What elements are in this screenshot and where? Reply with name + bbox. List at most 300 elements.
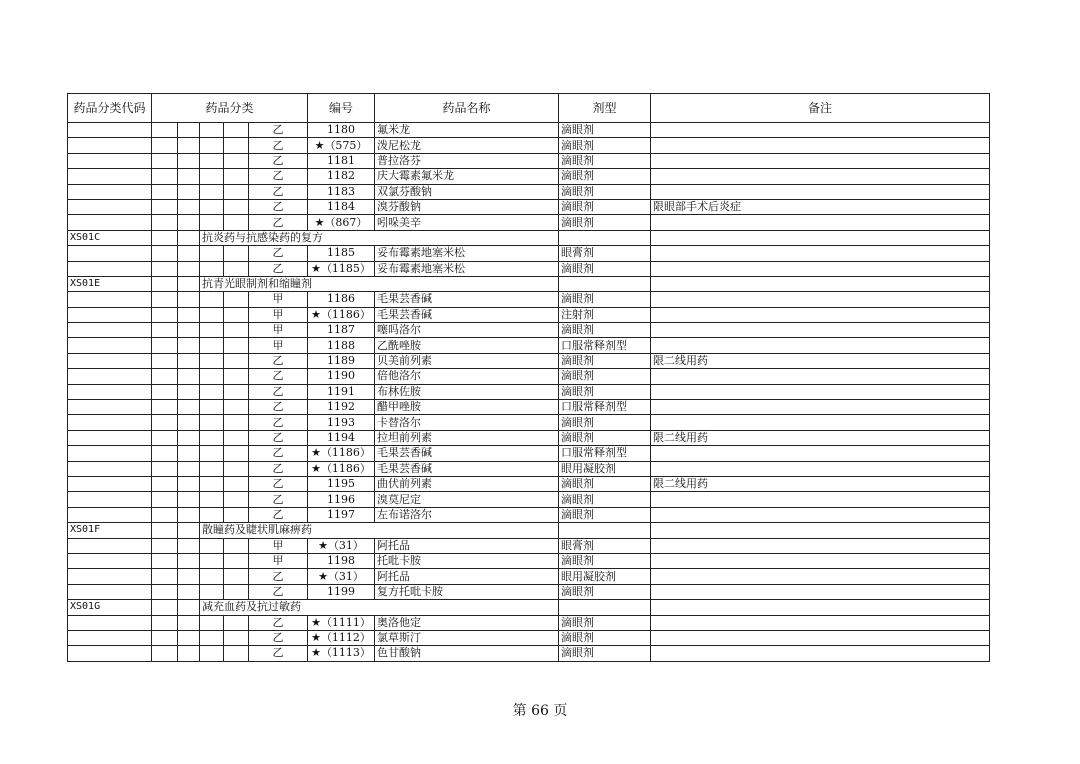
- category-code: XS01E: [68, 276, 152, 291]
- tree-cell: [152, 276, 178, 291]
- category-row: [68, 523, 990, 538]
- drug-number: 1189: [327, 354, 355, 368]
- tree-cell: [152, 476, 178, 491]
- drug-row: [68, 215, 990, 230]
- remark-cell: [651, 338, 990, 353]
- level-cell: 甲: [249, 553, 308, 568]
- tree-cell: [178, 353, 200, 368]
- code-cell: [68, 369, 152, 384]
- remark-cell: [651, 384, 990, 399]
- dosage-form: 滴眼剂: [559, 507, 651, 522]
- remark-cell: [651, 415, 990, 430]
- remark-cell: [651, 630, 990, 645]
- tree-cell: [200, 646, 224, 661]
- dosage-form: 滴眼剂: [559, 415, 651, 430]
- level-cell: 乙: [249, 138, 308, 153]
- tree-cell: [152, 261, 178, 276]
- tree-cell: [224, 184, 249, 199]
- tree-cell: [178, 246, 200, 261]
- tree-cell: [200, 199, 224, 214]
- tree-cell: [224, 199, 249, 214]
- drug-row: [68, 400, 990, 415]
- remark-cell: [651, 507, 990, 522]
- level-cell: 甲: [249, 323, 308, 338]
- category-code: XS01G: [68, 600, 152, 615]
- level-cell: 乙: [249, 430, 308, 445]
- remark-cell: [651, 323, 990, 338]
- remark-cell: [651, 215, 990, 230]
- star-icon: ★: [314, 138, 325, 152]
- tree-cell: [200, 184, 224, 199]
- drug-number: （867）: [324, 215, 368, 229]
- remark-cell: [651, 569, 990, 584]
- dosage-form: 眼膏剂: [559, 246, 651, 261]
- tree-cell: [152, 615, 178, 630]
- drug-name: 复方托吡卡胺: [375, 584, 559, 599]
- tree-cell: [200, 153, 224, 168]
- level-cell: 乙: [249, 169, 308, 184]
- level-cell: 乙: [249, 353, 308, 368]
- number-cell: [308, 569, 375, 584]
- tree-cell: [152, 215, 178, 230]
- tree-cell: [178, 507, 200, 522]
- tree-cell: [178, 538, 200, 553]
- tree-cell: [200, 615, 224, 630]
- table-header-row: [68, 94, 990, 123]
- tree-cell: [178, 400, 200, 415]
- tree-cell: [178, 476, 200, 491]
- number-cell: [308, 446, 375, 461]
- number-cell: [308, 323, 375, 338]
- number-cell: [308, 246, 375, 261]
- remark-cell: [651, 246, 990, 261]
- tree-cell: [200, 446, 224, 461]
- tree-cell: [152, 246, 178, 261]
- drug-name: 吲哚美辛: [375, 215, 559, 230]
- drug-number: （1186）: [320, 446, 371, 460]
- category-code: XS01C: [68, 230, 152, 245]
- dosage-form: 滴眼剂: [559, 492, 651, 507]
- tree-cell: [152, 138, 178, 153]
- number-cell: [308, 461, 375, 476]
- dosage-form: 眼用凝胶剂: [559, 569, 651, 584]
- category-row: [68, 276, 990, 291]
- code-cell: [68, 492, 152, 507]
- tree-cell: [178, 415, 200, 430]
- tree-cell: [178, 138, 200, 153]
- drug-number: 1183: [327, 184, 355, 198]
- drug-name: 卡替洛尔: [375, 415, 559, 430]
- tree-cell: [224, 369, 249, 384]
- remark-cell: [651, 646, 990, 661]
- tree-cell: [200, 307, 224, 322]
- drug-name: 普拉洛芬: [375, 153, 559, 168]
- drug-name: 倍他洛尔: [375, 369, 559, 384]
- tree-cell: [178, 553, 200, 568]
- drug-name: 溴莫尼定: [375, 492, 559, 507]
- tree-cell: [200, 553, 224, 568]
- dosage-form: 滴眼剂: [559, 430, 651, 445]
- remark-cell: [651, 123, 990, 138]
- number-cell: [308, 199, 375, 214]
- category-label: 减充血药及抗过敏药: [200, 600, 559, 615]
- tree-cell: [152, 353, 178, 368]
- tree-cell: [178, 461, 200, 476]
- drug-catalog-table: [67, 93, 990, 662]
- tree-cell: [224, 446, 249, 461]
- code-cell: [68, 169, 152, 184]
- tree-cell: [200, 415, 224, 430]
- number-cell: [308, 430, 375, 445]
- tree-cell: [200, 138, 224, 153]
- star-icon: ★: [311, 307, 321, 321]
- drug-number: 1195: [327, 477, 355, 491]
- tree-cell: [200, 492, 224, 507]
- tree-cell: [152, 384, 178, 399]
- dosage-form: 滴眼剂: [559, 261, 651, 276]
- level-cell: 甲: [249, 538, 308, 553]
- tree-cell: [152, 446, 178, 461]
- header-name: 药品名称: [375, 94, 559, 123]
- drug-name: 毛果芸香碱: [375, 292, 559, 307]
- level-cell: 甲: [249, 307, 308, 322]
- tree-cell: [200, 169, 224, 184]
- tree-cell: [224, 292, 249, 307]
- form-cell: [559, 276, 651, 291]
- star-icon: ★: [311, 631, 321, 645]
- tree-cell: [178, 384, 200, 399]
- tree-cell: [178, 153, 200, 168]
- drug-name: 噻吗洛尔: [375, 323, 559, 338]
- remark-cell: [651, 169, 990, 184]
- tree-cell: [200, 215, 224, 230]
- number-cell: [308, 153, 375, 168]
- remark-cell: [651, 446, 990, 461]
- tree-cell: [152, 538, 178, 553]
- star-icon: ★: [311, 446, 321, 460]
- code-cell: [68, 415, 152, 430]
- drug-row: [68, 123, 990, 138]
- dosage-form: 滴眼剂: [559, 153, 651, 168]
- tree-cell: [224, 584, 249, 599]
- tree-cell: [224, 492, 249, 507]
- drug-name: 氟米龙: [375, 123, 559, 138]
- level-cell: 乙: [249, 476, 308, 491]
- tree-cell: [152, 600, 178, 615]
- dosage-form: 滴眼剂: [559, 138, 651, 153]
- tree-cell: [224, 553, 249, 568]
- tree-cell: [200, 353, 224, 368]
- tree-cell: [178, 292, 200, 307]
- drug-number: 1186: [327, 292, 355, 306]
- drug-row: [68, 353, 990, 368]
- category-row: [68, 600, 990, 615]
- remark-cell: [651, 292, 990, 307]
- dosage-form: 眼膏剂: [559, 538, 651, 553]
- drug-name: 庆大霉素氟米龙: [375, 169, 559, 184]
- tree-cell: [152, 123, 178, 138]
- drug-row: [68, 169, 990, 184]
- dosage-form: 口服常释剂型: [559, 400, 651, 415]
- drug-name: 托吡卡胺: [375, 553, 559, 568]
- tree-cell: [200, 261, 224, 276]
- tree-cell: [152, 569, 178, 584]
- dosage-form: 滴眼剂: [559, 199, 651, 214]
- drug-name: 妥布霉素地塞米松: [375, 261, 559, 276]
- tree-cell: [152, 415, 178, 430]
- drug-number: （575）: [324, 138, 368, 152]
- drug-row: [68, 492, 990, 507]
- tree-cell: [200, 430, 224, 445]
- drug-row: [68, 292, 990, 307]
- code-cell: [68, 400, 152, 415]
- tree-cell: [200, 569, 224, 584]
- level-cell: 甲: [249, 338, 308, 353]
- tree-cell: [178, 615, 200, 630]
- tree-cell: [224, 384, 249, 399]
- tree-cell: [178, 646, 200, 661]
- dosage-form: 注射剂: [559, 307, 651, 322]
- number-cell: [308, 584, 375, 599]
- code-cell: [68, 630, 152, 645]
- header-number: 编号: [308, 94, 375, 123]
- number-cell: [308, 138, 375, 153]
- tree-cell: [224, 461, 249, 476]
- page-number: 第 66 页: [512, 703, 568, 719]
- dosage-form: 口服常释剂型: [559, 338, 651, 353]
- tree-cell: [178, 199, 200, 214]
- tree-cell: [178, 123, 200, 138]
- tree-cell: [224, 215, 249, 230]
- dosage-form: 滴眼剂: [559, 292, 651, 307]
- number-cell: [308, 476, 375, 491]
- code-cell: [68, 292, 152, 307]
- number-cell: [308, 215, 375, 230]
- number-cell: [308, 384, 375, 399]
- tree-cell: [152, 584, 178, 599]
- drug-row: [68, 507, 990, 522]
- tree-cell: [224, 430, 249, 445]
- drug-name: 拉坦前列素: [375, 430, 559, 445]
- remark-cell: [651, 230, 990, 245]
- header-remark: 备注: [651, 94, 990, 123]
- tree-cell: [224, 123, 249, 138]
- code-cell: [68, 384, 152, 399]
- remark-cell: [651, 400, 990, 415]
- tree-cell: [178, 630, 200, 645]
- code-cell: [68, 569, 152, 584]
- drug-number: （1186）: [320, 307, 371, 321]
- drug-row: [68, 430, 990, 445]
- drug-number: 1187: [327, 323, 355, 337]
- level-cell: 乙: [249, 199, 308, 214]
- code-cell: [68, 353, 152, 368]
- tree-cell: [224, 400, 249, 415]
- dosage-form: 滴眼剂: [559, 369, 651, 384]
- drug-name: 布林佐胺: [375, 384, 559, 399]
- remark-cell: [651, 584, 990, 599]
- drug-number: （31）: [327, 569, 364, 583]
- drug-row: [68, 246, 990, 261]
- drug-name: 贝美前列素: [375, 353, 559, 368]
- number-cell: [308, 307, 375, 322]
- drug-row: [68, 538, 990, 553]
- tree-cell: [200, 538, 224, 553]
- drug-row: [68, 153, 990, 168]
- code-cell: [68, 123, 152, 138]
- drug-row: [68, 446, 990, 461]
- drug-row: [68, 569, 990, 584]
- drug-number: 1199: [327, 584, 355, 598]
- tree-cell: [152, 292, 178, 307]
- drug-number: （1113）: [320, 646, 371, 660]
- dosage-form: 滴眼剂: [559, 646, 651, 661]
- drug-number: （1186）: [320, 461, 371, 475]
- dosage-form: 滴眼剂: [559, 353, 651, 368]
- dosage-form: 滴眼剂: [559, 215, 651, 230]
- tree-cell: [152, 369, 178, 384]
- category-label: 散瞳药及睫状肌麻痹药: [200, 523, 559, 538]
- drug-name: 毛果芸香碱: [375, 461, 559, 476]
- code-cell: [68, 461, 152, 476]
- tree-cell: [224, 646, 249, 661]
- drug-name: 醋甲唑胺: [375, 400, 559, 415]
- drug-number: 1180: [327, 123, 355, 137]
- drug-number: 1190: [327, 369, 355, 383]
- drug-row: [68, 615, 990, 630]
- number-cell: [308, 538, 375, 553]
- number-cell: [308, 630, 375, 645]
- code-cell: [68, 430, 152, 445]
- tree-cell: [152, 461, 178, 476]
- tree-cell: [152, 646, 178, 661]
- tree-cell: [224, 353, 249, 368]
- tree-cell: [178, 307, 200, 322]
- drug-number: 1181: [327, 153, 355, 167]
- drug-number: 1192: [327, 400, 355, 414]
- drug-number: 1182: [327, 169, 355, 183]
- tree-cell: [224, 538, 249, 553]
- drug-number: 1185: [327, 246, 355, 260]
- remark-cell: [651, 369, 990, 384]
- tree-cell: [200, 400, 224, 415]
- drug-name: 溴芬酸钠: [375, 199, 559, 214]
- tree-cell: [200, 584, 224, 599]
- drug-name: 妥布霉素地塞米松: [375, 246, 559, 261]
- remark-cell: [651, 153, 990, 168]
- star-icon: ★: [311, 261, 321, 275]
- tree-cell: [178, 569, 200, 584]
- tree-cell: [224, 138, 249, 153]
- drug-name: 毛果芸香碱: [375, 307, 559, 322]
- tree-cell: [200, 630, 224, 645]
- drug-number: 1197: [327, 507, 355, 521]
- tree-cell: [224, 615, 249, 630]
- dosage-form: 滴眼剂: [559, 384, 651, 399]
- dosage-form: 口服常释剂型: [559, 446, 651, 461]
- number-cell: [308, 553, 375, 568]
- drug-row: [68, 184, 990, 199]
- tree-cell: [178, 523, 200, 538]
- level-cell: 乙: [249, 215, 308, 230]
- star-icon: ★: [318, 538, 328, 552]
- code-cell: [68, 538, 152, 553]
- drug-name: 双氯芬酸钠: [375, 184, 559, 199]
- drug-row: [68, 261, 990, 276]
- remark-cell: 限二线用药: [651, 430, 990, 445]
- star-icon: ★: [314, 215, 325, 229]
- level-cell: 乙: [249, 461, 308, 476]
- remark-cell: [651, 523, 990, 538]
- tree-cell: [200, 292, 224, 307]
- code-cell: [68, 646, 152, 661]
- code-cell: [68, 476, 152, 491]
- category-row: [68, 230, 990, 245]
- level-cell: 乙: [249, 246, 308, 261]
- tree-cell: [152, 553, 178, 568]
- drug-name: 氯草斯汀: [375, 630, 559, 645]
- dosage-form: 滴眼剂: [559, 123, 651, 138]
- tree-cell: [152, 507, 178, 522]
- drug-number: （31）: [327, 538, 364, 552]
- remark-cell: [651, 307, 990, 322]
- tree-cell: [152, 230, 178, 245]
- code-cell: [68, 615, 152, 630]
- form-cell: [559, 600, 651, 615]
- tree-cell: [224, 307, 249, 322]
- tree-cell: [152, 523, 178, 538]
- level-cell: 乙: [249, 584, 308, 599]
- drug-row: [68, 476, 990, 491]
- level-cell: 乙: [249, 123, 308, 138]
- level-cell: 乙: [249, 384, 308, 399]
- star-icon: ★: [311, 615, 321, 629]
- level-cell: 乙: [249, 630, 308, 645]
- drug-number: 1188: [327, 338, 355, 352]
- remark-cell: [651, 461, 990, 476]
- code-cell: [68, 338, 152, 353]
- number-cell: [308, 261, 375, 276]
- drug-name: 左布诺洛尔: [375, 507, 559, 522]
- number-cell: [308, 400, 375, 415]
- drug-row: [68, 384, 990, 399]
- form-cell: [559, 230, 651, 245]
- code-cell: [68, 323, 152, 338]
- dosage-form: 滴眼剂: [559, 476, 651, 491]
- drug-name: 毛果芸香碱: [375, 446, 559, 461]
- remark-cell: [651, 276, 990, 291]
- tree-cell: [152, 307, 178, 322]
- dosage-form: 滴眼剂: [559, 615, 651, 630]
- drug-number: 1194: [327, 431, 355, 444]
- remark-cell: 限眼部手术后炎症: [651, 199, 990, 214]
- tree-cell: [178, 323, 200, 338]
- tree-cell: [200, 338, 224, 353]
- tree-cell: [224, 415, 249, 430]
- tree-cell: [152, 323, 178, 338]
- code-cell: [68, 199, 152, 214]
- tree-cell: [224, 169, 249, 184]
- drug-number: 1196: [327, 492, 355, 506]
- level-cell: 乙: [249, 446, 308, 461]
- drug-row: [68, 199, 990, 214]
- number-cell: [308, 338, 375, 353]
- tree-cell: [152, 153, 178, 168]
- drug-name: 奥洛他定: [375, 615, 559, 630]
- remark-cell: [651, 261, 990, 276]
- header-form: 剂型: [559, 94, 651, 123]
- level-cell: 甲: [249, 292, 308, 307]
